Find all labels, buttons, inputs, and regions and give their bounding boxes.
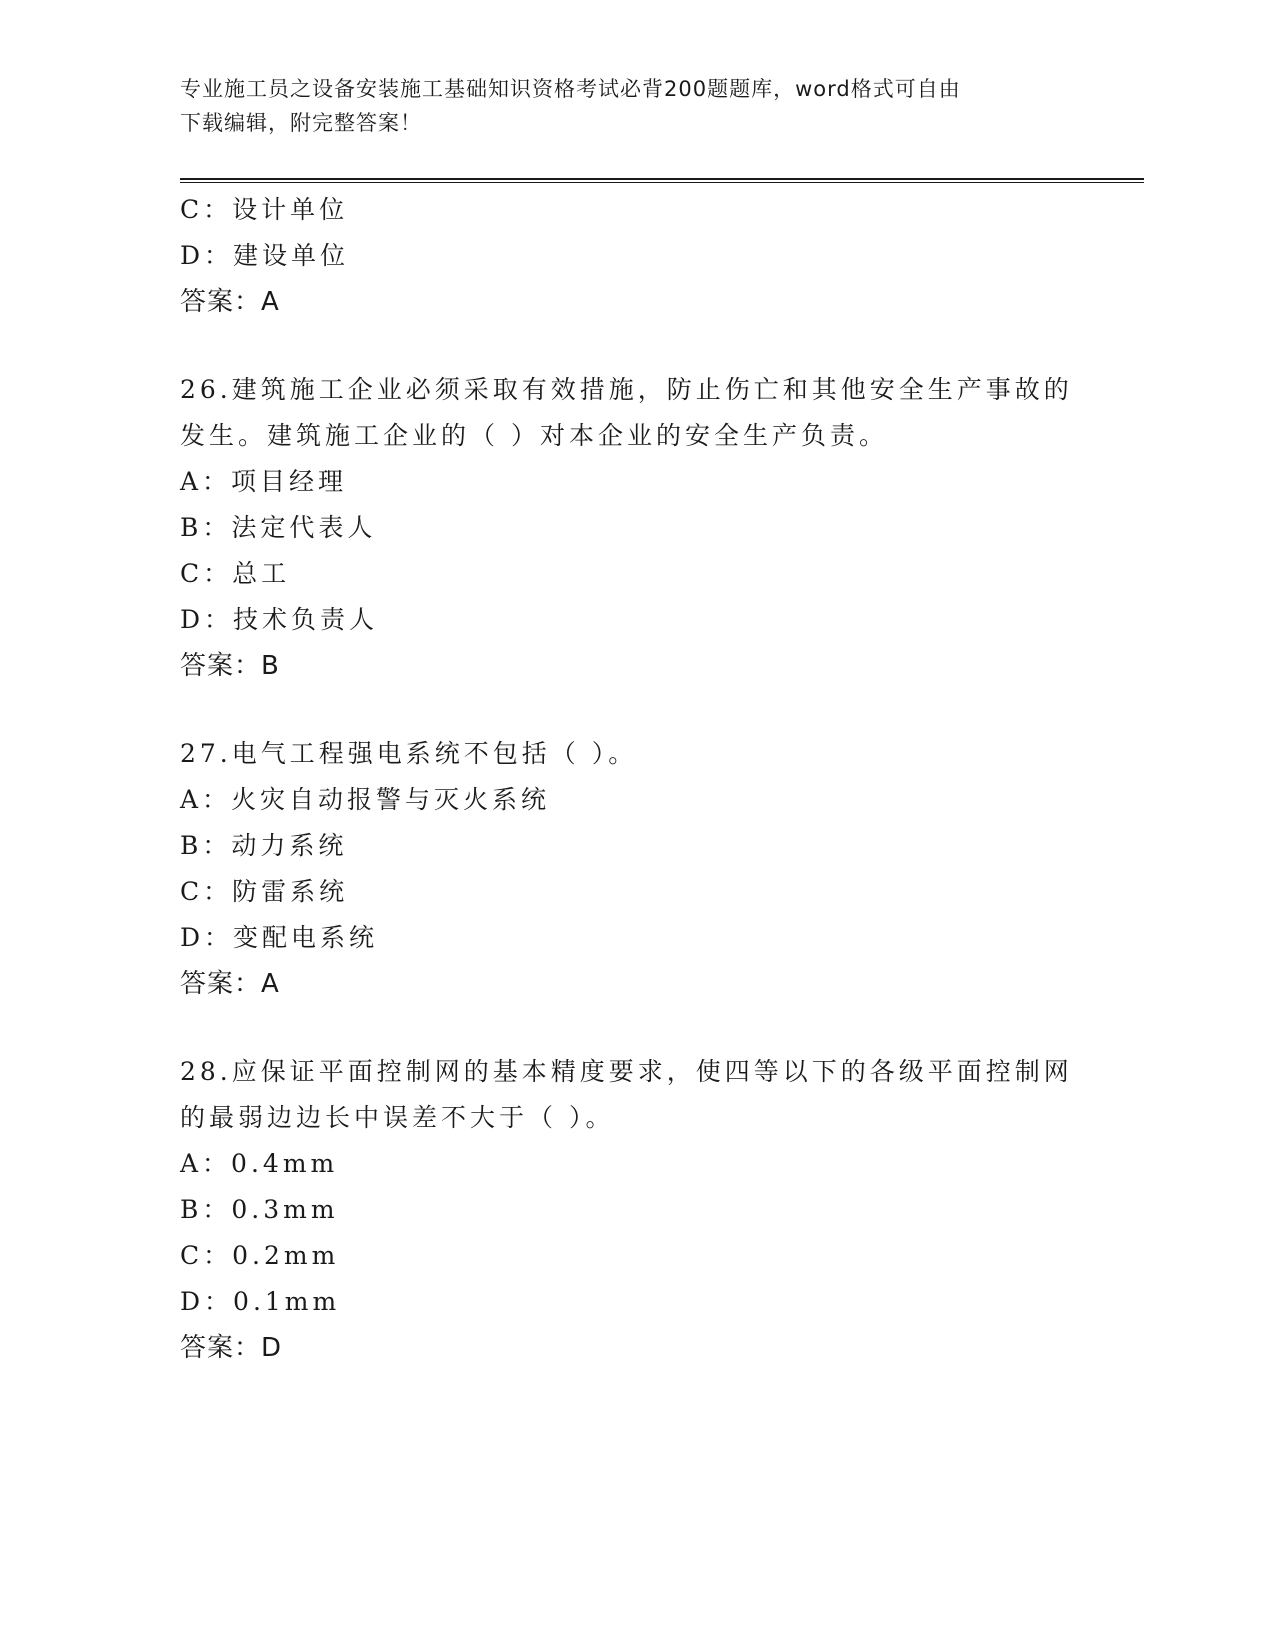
answer-line: 答案：D bbox=[180, 1333, 283, 1363]
question-list bbox=[180, 187, 1080, 1371]
answer-line: 答案：B bbox=[180, 651, 280, 681]
document-header bbox=[180, 72, 1080, 140]
option-c: C：0.2mm bbox=[180, 1241, 340, 1270]
question-stem-line: 26.建筑施工企业必须采取有效措施，防止伤亡和其他安全生产事故的 bbox=[180, 375, 1073, 404]
spacer bbox=[180, 325, 1080, 367]
spacer bbox=[180, 1007, 1080, 1049]
option-a: A：项目经理 bbox=[180, 467, 348, 496]
question-block-26 bbox=[180, 367, 1080, 689]
option-c: C：设计单位 bbox=[180, 195, 349, 224]
answer-line: 答案：A bbox=[180, 287, 280, 317]
question-stem-line: 的最弱边边长中误差不大于（ ）。 bbox=[180, 1103, 615, 1132]
spacer bbox=[180, 689, 1080, 731]
option-c: C：防雷系统 bbox=[180, 877, 349, 906]
question-stem-line: 28.应保证平面控制网的基本精度要求，使四等以下的各级平面控制网 bbox=[180, 1057, 1073, 1086]
option-b: B：0.3mm bbox=[180, 1195, 339, 1224]
question-stem-line: 27.电气工程强电系统不包括（ ）。 bbox=[180, 739, 638, 768]
question-block-25 bbox=[180, 187, 1080, 325]
option-a: A：火灾自动报警与灭火系统 bbox=[180, 785, 551, 814]
header-line-2: 下载编辑，附完整答案！ bbox=[180, 111, 422, 135]
option-d: D：建设单位 bbox=[180, 241, 350, 270]
option-d: D：0.1mm bbox=[180, 1287, 341, 1316]
header-divider-thick bbox=[180, 178, 1144, 180]
option-a: A：0.4mm bbox=[180, 1149, 339, 1178]
question-block-27 bbox=[180, 731, 1080, 1007]
question-stem-line: 发生。建筑施工企业的（ ）对本企业的安全生产负责。 bbox=[180, 421, 888, 450]
question-block-28 bbox=[180, 1049, 1080, 1371]
option-d: D：变配电系统 bbox=[180, 923, 379, 952]
option-b: B：法定代表人 bbox=[180, 513, 377, 542]
header-divider-thin bbox=[180, 182, 1144, 183]
option-b: B：动力系统 bbox=[180, 831, 348, 860]
header-line-1: 专业施工员之设备安装施工基础知识资格考试必背200题题库，word格式可自由 bbox=[180, 77, 961, 101]
answer-line: 答案：A bbox=[180, 969, 280, 999]
option-d: D：技术负责人 bbox=[180, 605, 379, 634]
option-c: C：总工 bbox=[180, 559, 291, 588]
